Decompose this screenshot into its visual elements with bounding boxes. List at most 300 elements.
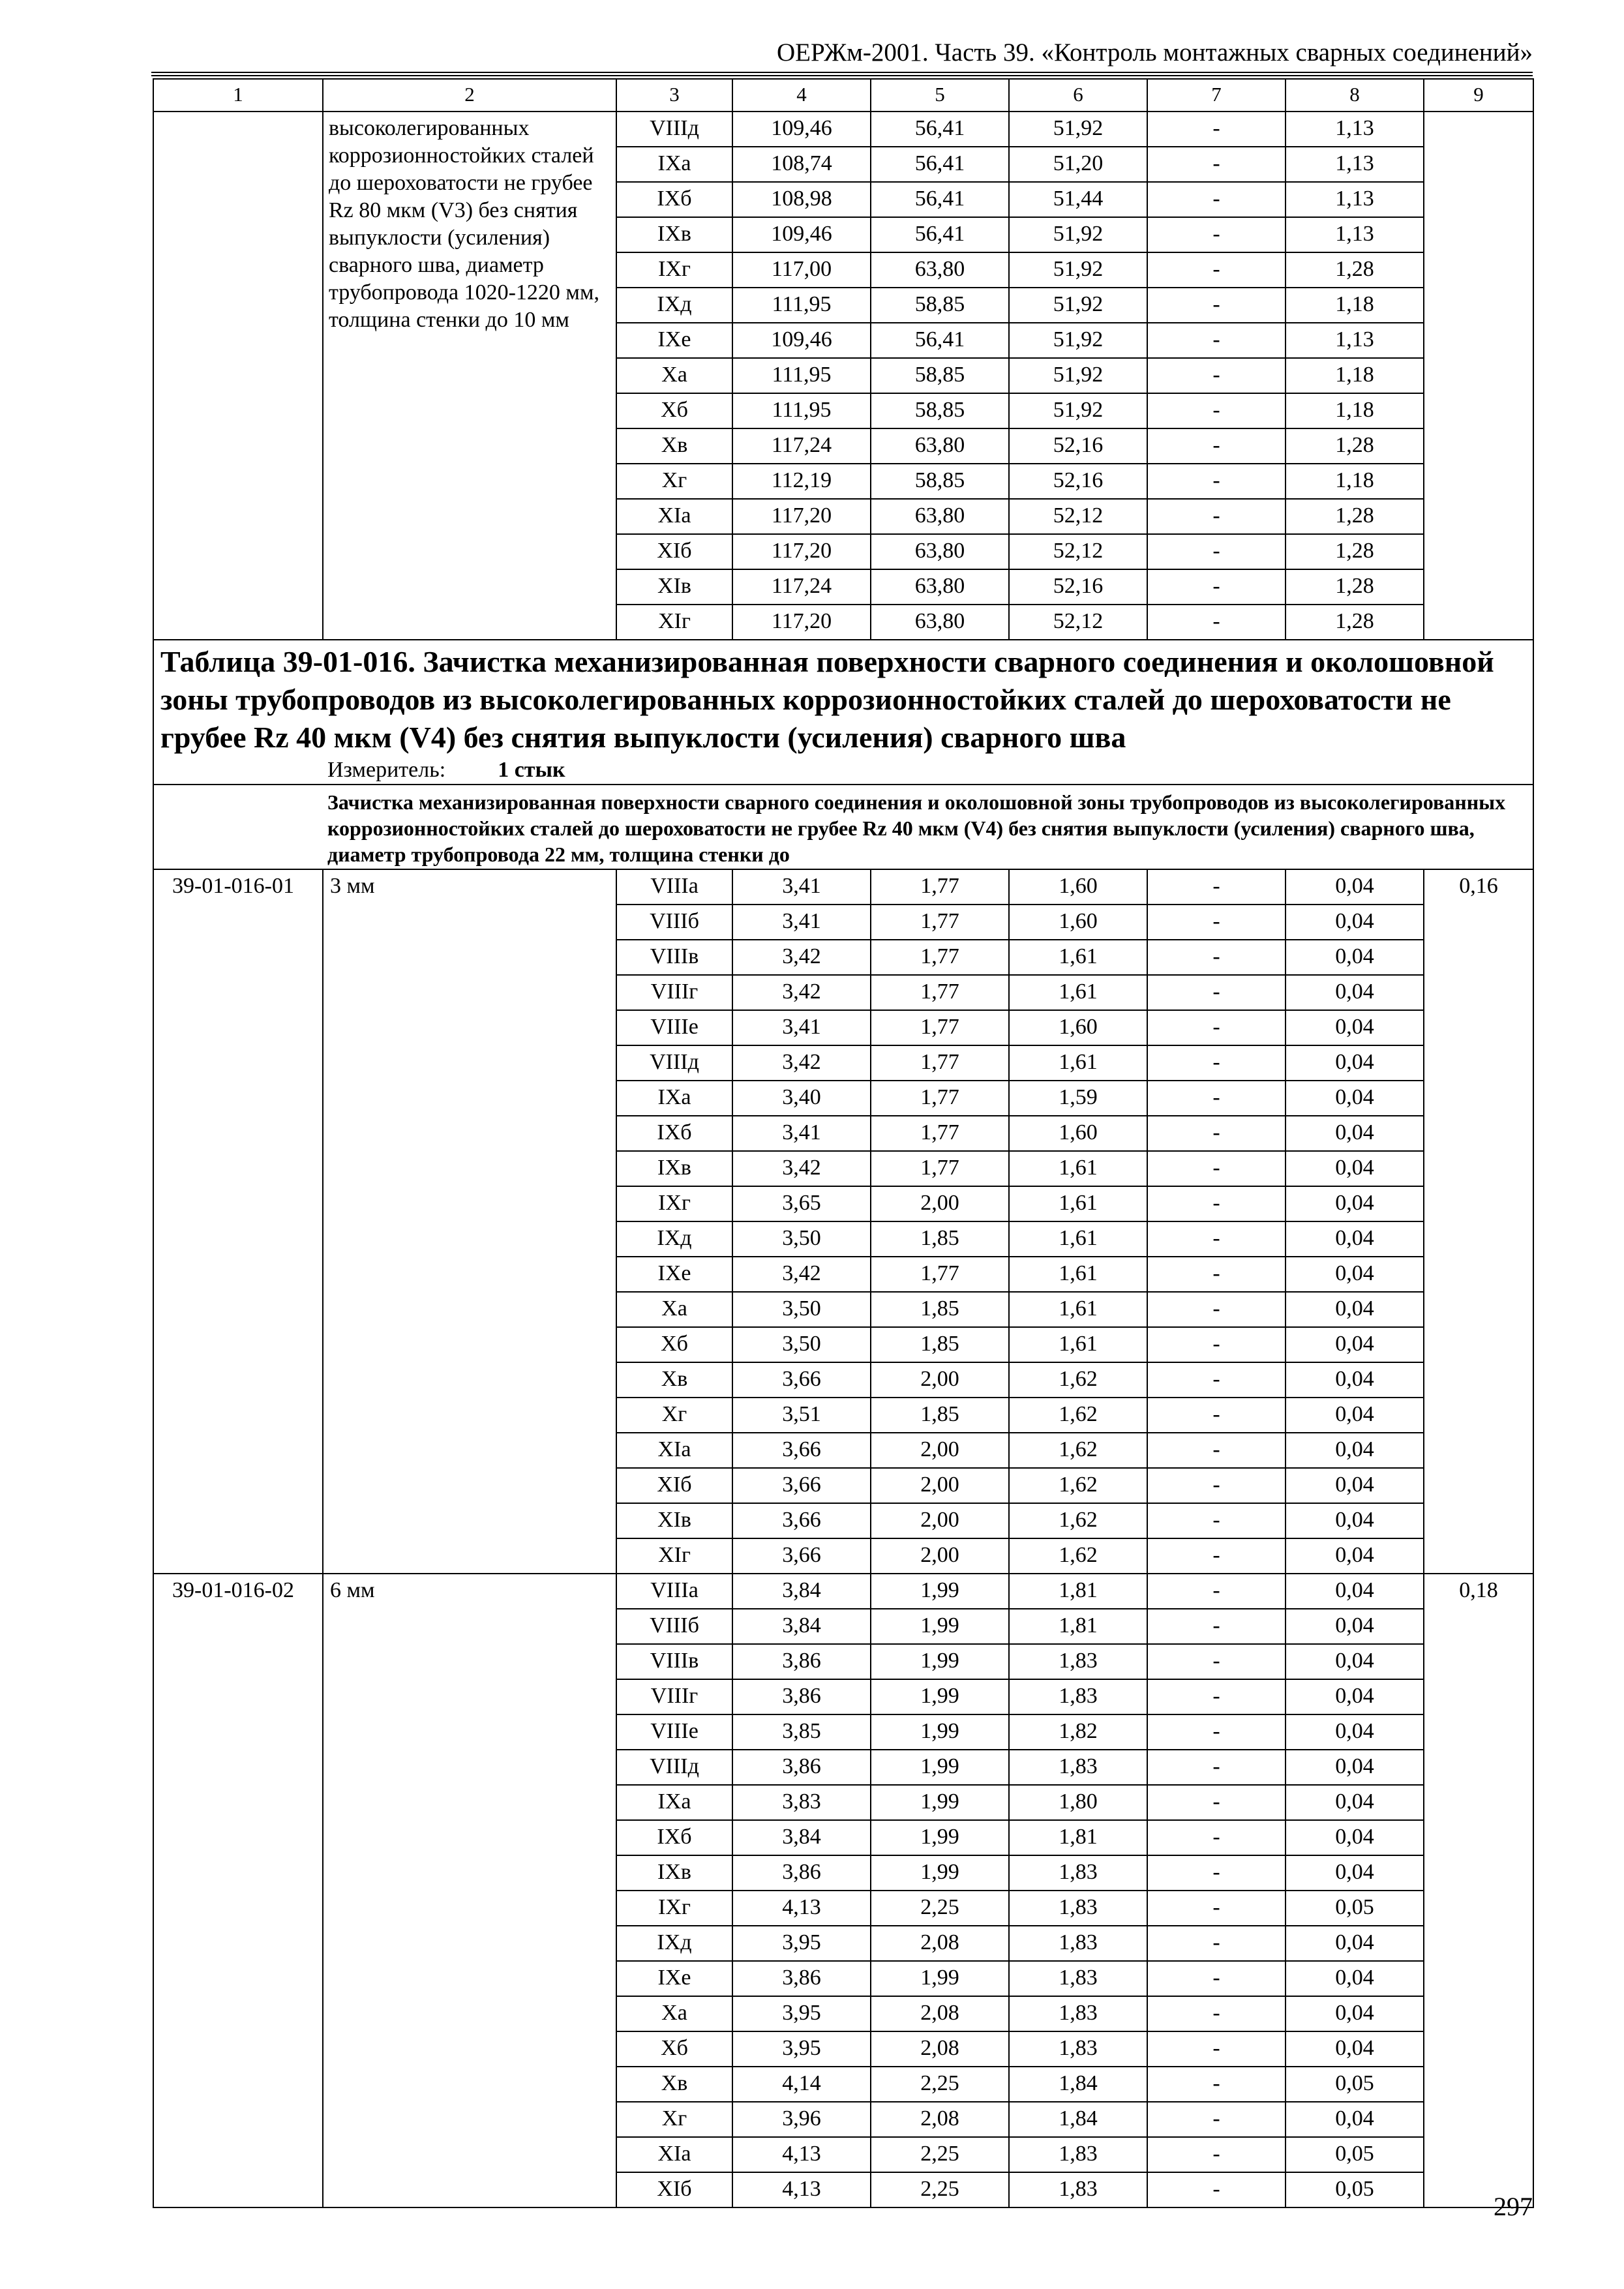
- machinists-wages-cell: -: [1147, 1820, 1286, 1855]
- total-cost-cell: 108,74: [732, 147, 871, 182]
- resource-class-cell: VIIIг: [616, 975, 732, 1010]
- total-cost-cell: 3,83: [732, 1785, 871, 1820]
- total-cost-cell: 109,46: [732, 217, 871, 252]
- materials-cell: 0,04: [1286, 1820, 1424, 1855]
- machines-cell: 1,84: [1009, 2067, 1147, 2102]
- total-cost-cell: 3,84: [732, 1609, 871, 1644]
- machines-cell: 1,61: [1009, 1045, 1147, 1081]
- resource-class-cell: Xа: [616, 358, 732, 393]
- total-cost-cell: 108,98: [732, 182, 871, 217]
- resource-class-cell: Xг: [616, 464, 732, 499]
- materials-cell: 0,04: [1286, 1855, 1424, 1891]
- total-cost-cell: 3,50: [732, 1327, 871, 1362]
- machinists-wages-cell: -: [1147, 534, 1286, 569]
- resource-class-cell: XIг: [616, 605, 732, 640]
- machinists-wages-cell: -: [1147, 1398, 1286, 1433]
- resource-class-cell: XIв: [616, 1503, 732, 1538]
- wages-cell: 1,99: [871, 1750, 1009, 1785]
- resource-class-cell: IXб: [616, 1116, 732, 1151]
- materials-cell: 0,05: [1286, 2172, 1424, 2207]
- resource-class-cell: XIб: [616, 534, 732, 569]
- total-cost-cell: 111,95: [732, 288, 871, 323]
- total-cost-cell: 3,95: [732, 1996, 871, 2031]
- total-cost-cell: 3,86: [732, 1855, 871, 1891]
- machines-cell: 51,20: [1009, 147, 1147, 182]
- machines-cell: 1,62: [1009, 1468, 1147, 1503]
- wages-cell: 2,00: [871, 1186, 1009, 1221]
- machines-cell: 52,16: [1009, 428, 1147, 464]
- machines-cell: 51,44: [1009, 182, 1147, 217]
- wages-cell: 2,25: [871, 2172, 1009, 2207]
- machines-cell: 52,12: [1009, 499, 1147, 534]
- table-row: [153, 112, 1533, 147]
- machinists-wages-cell: -: [1147, 1151, 1286, 1186]
- table-body: [153, 79, 1533, 2207]
- machines-cell: 1,83: [1009, 1926, 1147, 1961]
- wages-cell: 1,99: [871, 1714, 1009, 1750]
- wages-cell: 1,77: [871, 975, 1009, 1010]
- materials-cell: 0,04: [1286, 1433, 1424, 1468]
- machinists-wages-cell: -: [1147, 2031, 1286, 2067]
- resource-class-cell: IXа: [616, 1081, 732, 1116]
- machinists-wages-cell: -: [1147, 1362, 1286, 1398]
- machines-cell: 52,12: [1009, 534, 1147, 569]
- wages-cell: 2,08: [871, 1996, 1009, 2031]
- column-number: 6: [1009, 79, 1147, 112]
- total-cost-cell: 3,41: [732, 1010, 871, 1045]
- materials-cell: 1,18: [1286, 464, 1424, 499]
- materials-cell: 0,04: [1286, 1398, 1424, 1433]
- machinists-wages-cell: -: [1147, 2137, 1286, 2172]
- col9-cell: [1424, 112, 1533, 640]
- machinists-wages-cell: -: [1147, 147, 1286, 182]
- total-cost-cell: 4,13: [732, 1891, 871, 1926]
- resource-class-cell: XIа: [616, 499, 732, 534]
- col9-cell: 0,18: [1424, 1574, 1533, 2207]
- machines-cell: 1,61: [1009, 975, 1147, 1010]
- wages-cell: 2,00: [871, 1433, 1009, 1468]
- subheading-row: [153, 785, 1533, 869]
- materials-cell: 1,13: [1286, 112, 1424, 147]
- resource-class-cell: IXа: [616, 147, 732, 182]
- wages-cell: 63,80: [871, 252, 1009, 288]
- machinists-wages-cell: -: [1147, 1926, 1286, 1961]
- materials-cell: 1,18: [1286, 393, 1424, 428]
- machinists-wages-cell: -: [1147, 1855, 1286, 1891]
- total-cost-cell: 112,19: [732, 464, 871, 499]
- resource-class-cell: XIв: [616, 569, 732, 605]
- materials-cell: 0,04: [1286, 1362, 1424, 1398]
- header-rule: [151, 72, 1533, 76]
- wages-cell: 63,80: [871, 499, 1009, 534]
- machinists-wages-cell: -: [1147, 1679, 1286, 1714]
- total-cost-cell: 3,40: [732, 1081, 871, 1116]
- machinists-wages-cell: -: [1147, 323, 1286, 358]
- total-cost-cell: 3,42: [732, 1257, 871, 1292]
- machinists-wages-cell: -: [1147, 2102, 1286, 2137]
- resource-class-cell: Xа: [616, 1996, 732, 2031]
- resource-class-cell: VIIIд: [616, 1045, 732, 1081]
- materials-cell: 0,04: [1286, 940, 1424, 975]
- materials-cell: 0,04: [1286, 1714, 1424, 1750]
- wages-cell: 1,77: [871, 905, 1009, 940]
- wages-cell: 1,77: [871, 1151, 1009, 1186]
- wages-cell: 1,99: [871, 1574, 1009, 1609]
- machinists-wages-cell: -: [1147, 869, 1286, 905]
- total-cost-cell: 117,20: [732, 534, 871, 569]
- machinists-wages-cell: -: [1147, 905, 1286, 940]
- code-cell: 39-01-016-02: [153, 1574, 323, 2207]
- machines-cell: 1,61: [1009, 1151, 1147, 1186]
- wages-cell: 1,77: [871, 1116, 1009, 1151]
- subheading-cell: Зачистка механизированная поверхности сварного соединения и околошовной зоны трубопроводов из высоколегированных коррозионностойких сталей до шероховатости не грубее Rz 40 мкм (V4) без снятия выпуклости (усиления) сварного шва, диаметр трубопровода 22 мм, толщина стенки до: [153, 785, 1533, 869]
- wages-cell: 1,85: [871, 1398, 1009, 1433]
- materials-cell: 0,04: [1286, 1679, 1424, 1714]
- wages-cell: 1,77: [871, 1010, 1009, 1045]
- machines-cell: 51,92: [1009, 358, 1147, 393]
- total-cost-cell: 3,42: [732, 975, 871, 1010]
- resource-class-cell: VIIIв: [616, 1644, 732, 1679]
- materials-cell: 0,04: [1286, 1010, 1424, 1045]
- machinists-wages-cell: -: [1147, 1574, 1286, 1609]
- table-row: [153, 869, 1533, 905]
- column-number: 5: [871, 79, 1009, 112]
- machinists-wages-cell: -: [1147, 1785, 1286, 1820]
- machines-cell: 52,12: [1009, 605, 1147, 640]
- total-cost-cell: 3,41: [732, 1116, 871, 1151]
- total-cost-cell: 3,42: [732, 1151, 871, 1186]
- materials-cell: 1,13: [1286, 217, 1424, 252]
- resource-class-cell: Xв: [616, 2067, 732, 2102]
- materials-cell: 0,04: [1286, 1151, 1424, 1186]
- wages-cell: 1,85: [871, 1292, 1009, 1327]
- resource-class-cell: VIIIа: [616, 869, 732, 905]
- meter-line: [160, 756, 1526, 784]
- total-cost-cell: 3,51: [732, 1398, 871, 1433]
- machines-cell: 1,80: [1009, 1785, 1147, 1820]
- wages-cell: 58,85: [871, 358, 1009, 393]
- wages-cell: 58,85: [871, 464, 1009, 499]
- materials-cell: 0,04: [1286, 1574, 1424, 1609]
- machines-cell: 1,61: [1009, 1257, 1147, 1292]
- wages-cell: 1,99: [871, 1609, 1009, 1644]
- materials-cell: 1,18: [1286, 358, 1424, 393]
- machinists-wages-cell: -: [1147, 1257, 1286, 1292]
- column-number-row: [153, 79, 1533, 112]
- resource-class-cell: IXа: [616, 1785, 732, 1820]
- table-title: Таблица 39-01-016. Зачистка механизированная поверхности сварного соединения и околошовной зоны трубопроводов из высоколегированных коррозионностойких сталей до шероховатости не грубее Rz 40 мкм (V4) без снятия выпуклости (усиления) сварного шва: [160, 645, 1494, 754]
- resource-class-cell: Xв: [616, 1362, 732, 1398]
- machinists-wages-cell: -: [1147, 1045, 1286, 1081]
- table-title-row: [153, 640, 1533, 785]
- machinists-wages-cell: -: [1147, 252, 1286, 288]
- wages-cell: 1,77: [871, 1257, 1009, 1292]
- materials-cell: 0,04: [1286, 2031, 1424, 2067]
- materials-cell: 0,04: [1286, 1750, 1424, 1785]
- machinists-wages-cell: -: [1147, 975, 1286, 1010]
- page-number: 297: [1494, 2192, 1533, 2221]
- machines-cell: 1,82: [1009, 1714, 1147, 1750]
- machines-cell: 1,83: [1009, 1855, 1147, 1891]
- resource-class-cell: IXе: [616, 1961, 732, 1996]
- rates-table: [153, 78, 1534, 2208]
- materials-cell: 1,18: [1286, 288, 1424, 323]
- machines-cell: 52,16: [1009, 569, 1147, 605]
- machines-cell: 1,83: [1009, 1891, 1147, 1926]
- materials-cell: 0,04: [1286, 1644, 1424, 1679]
- wages-cell: 1,99: [871, 1961, 1009, 1996]
- code-cell: 39-01-016-01: [153, 869, 323, 1574]
- materials-cell: 0,05: [1286, 2137, 1424, 2172]
- resource-class-cell: Xг: [616, 1398, 732, 1433]
- resource-class-cell: XIа: [616, 1433, 732, 1468]
- materials-cell: 0,04: [1286, 1292, 1424, 1327]
- machines-cell: 1,62: [1009, 1362, 1147, 1398]
- resource-class-cell: IXд: [616, 1926, 732, 1961]
- wages-cell: 1,99: [871, 1679, 1009, 1714]
- column-number: 2: [323, 79, 616, 112]
- machinists-wages-cell: -: [1147, 428, 1286, 464]
- materials-cell: 0,04: [1286, 1186, 1424, 1221]
- resource-class-cell: VIIIа: [616, 1574, 732, 1609]
- machinists-wages-cell: -: [1147, 393, 1286, 428]
- machinists-wages-cell: -: [1147, 605, 1286, 640]
- wages-cell: 1,99: [871, 1820, 1009, 1855]
- machinists-wages-cell: -: [1147, 1327, 1286, 1362]
- materials-cell: 0,04: [1286, 1257, 1424, 1292]
- machines-cell: 51,92: [1009, 323, 1147, 358]
- machinists-wages-cell: -: [1147, 1186, 1286, 1221]
- machines-cell: 1,83: [1009, 1644, 1147, 1679]
- materials-cell: 0,04: [1286, 1996, 1424, 2031]
- wages-cell: 2,08: [871, 1926, 1009, 1961]
- machines-cell: 1,81: [1009, 1609, 1147, 1644]
- machinists-wages-cell: -: [1147, 1961, 1286, 1996]
- table-row: [153, 1574, 1533, 1609]
- resource-class-cell: VIIIд: [616, 112, 732, 147]
- total-cost-cell: 3,65: [732, 1186, 871, 1221]
- materials-cell: 0,04: [1286, 1221, 1424, 1257]
- machines-cell: 1,62: [1009, 1433, 1147, 1468]
- col9-cell: 0,16: [1424, 869, 1533, 1574]
- materials-cell: 0,04: [1286, 1116, 1424, 1151]
- resource-class-cell: IXг: [616, 1186, 732, 1221]
- wages-cell: 1,99: [871, 1855, 1009, 1891]
- column-number: 9: [1424, 79, 1533, 112]
- machinists-wages-cell: -: [1147, 1891, 1286, 1926]
- resource-class-cell: XIа: [616, 2137, 732, 2172]
- running-header: ОЕРЖм-2001. Часть 39. «Контроль монтажных сварных соединений»: [777, 38, 1533, 67]
- machines-cell: 1,83: [1009, 1679, 1147, 1714]
- resource-class-cell: VIIIд: [616, 1750, 732, 1785]
- machinists-wages-cell: -: [1147, 1116, 1286, 1151]
- materials-cell: 0,04: [1286, 869, 1424, 905]
- materials-cell: 0,04: [1286, 1785, 1424, 1820]
- resource-class-cell: XIб: [616, 2172, 732, 2207]
- wages-cell: 2,25: [871, 1891, 1009, 1926]
- description-cell: высоколегированных коррозионностойких сталей до шероховатости не грубее Rz 80 мкм (V3) без снятия выпуклости (усиления) сварного шва, диаметр трубопровода 1020-1220 мм, толщина стенки до 10 мм: [323, 112, 616, 640]
- machines-cell: 1,61: [1009, 1292, 1147, 1327]
- machines-cell: 1,60: [1009, 905, 1147, 940]
- total-cost-cell: 3,86: [732, 1750, 871, 1785]
- machines-cell: 1,81: [1009, 1820, 1147, 1855]
- wages-cell: 1,85: [871, 1327, 1009, 1362]
- total-cost-cell: 4,13: [732, 2172, 871, 2207]
- resource-class-cell: XIг: [616, 1538, 732, 1574]
- total-cost-cell: 3,84: [732, 1820, 871, 1855]
- materials-cell: 0,04: [1286, 1327, 1424, 1362]
- machinists-wages-cell: -: [1147, 499, 1286, 534]
- materials-cell: 0,04: [1286, 2102, 1424, 2137]
- column-number: 8: [1286, 79, 1424, 112]
- total-cost-cell: 109,46: [732, 112, 871, 147]
- materials-cell: 0,05: [1286, 1891, 1424, 1926]
- machines-cell: 1,83: [1009, 2031, 1147, 2067]
- machinists-wages-cell: -: [1147, 464, 1286, 499]
- machines-cell: 1,83: [1009, 1961, 1147, 1996]
- machinists-wages-cell: -: [1147, 217, 1286, 252]
- resource-class-cell: IXг: [616, 252, 732, 288]
- machinists-wages-cell: -: [1147, 288, 1286, 323]
- wages-cell: 2,25: [871, 2067, 1009, 2102]
- wages-cell: 1,99: [871, 1785, 1009, 1820]
- wages-cell: 2,25: [871, 2137, 1009, 2172]
- resource-class-cell: Xа: [616, 1292, 732, 1327]
- column-number: 1: [153, 79, 323, 112]
- machinists-wages-cell: -: [1147, 1468, 1286, 1503]
- materials-cell: 0,04: [1286, 905, 1424, 940]
- wages-cell: 63,80: [871, 569, 1009, 605]
- total-cost-cell: 117,00: [732, 252, 871, 288]
- total-cost-cell: 4,14: [732, 2067, 871, 2102]
- total-cost-cell: 3,41: [732, 905, 871, 940]
- total-cost-cell: 3,66: [732, 1503, 871, 1538]
- machines-cell: 1,62: [1009, 1398, 1147, 1433]
- total-cost-cell: 3,86: [732, 1644, 871, 1679]
- materials-cell: 1,28: [1286, 252, 1424, 288]
- machines-cell: 51,92: [1009, 288, 1147, 323]
- total-cost-cell: 3,84: [732, 1574, 871, 1609]
- total-cost-cell: 3,41: [732, 869, 871, 905]
- total-cost-cell: 3,95: [732, 2031, 871, 2067]
- resource-class-cell: Xв: [616, 428, 732, 464]
- wages-cell: 1,85: [871, 1221, 1009, 1257]
- total-cost-cell: 117,24: [732, 569, 871, 605]
- total-cost-cell: 3,50: [732, 1221, 871, 1257]
- meter-value: 1 стык: [498, 758, 565, 782]
- resource-class-cell: VIIIе: [616, 1714, 732, 1750]
- total-cost-cell: 3,50: [732, 1292, 871, 1327]
- resource-class-cell: IXг: [616, 1891, 732, 1926]
- materials-cell: 0,04: [1286, 1081, 1424, 1116]
- wages-cell: 1,77: [871, 940, 1009, 975]
- machines-cell: 1,60: [1009, 1116, 1147, 1151]
- resource-class-cell: VIIIб: [616, 1609, 732, 1644]
- machines-cell: 51,92: [1009, 393, 1147, 428]
- total-cost-cell: 111,95: [732, 393, 871, 428]
- total-cost-cell: 111,95: [732, 358, 871, 393]
- machinists-wages-cell: -: [1147, 1221, 1286, 1257]
- machinists-wages-cell: -: [1147, 1750, 1286, 1785]
- wages-cell: 63,80: [871, 534, 1009, 569]
- machinists-wages-cell: -: [1147, 1292, 1286, 1327]
- materials-cell: 1,28: [1286, 534, 1424, 569]
- machines-cell: 1,83: [1009, 2172, 1147, 2207]
- total-cost-cell: 3,66: [732, 1362, 871, 1398]
- resource-class-cell: IXв: [616, 1151, 732, 1186]
- resource-class-cell: Xб: [616, 1327, 732, 1362]
- machines-cell: 1,61: [1009, 1186, 1147, 1221]
- table-title-cell: [153, 640, 1533, 785]
- wages-cell: 56,41: [871, 147, 1009, 182]
- materials-cell: 1,28: [1286, 428, 1424, 464]
- machines-cell: 1,81: [1009, 1574, 1147, 1609]
- wages-cell: 2,00: [871, 1362, 1009, 1398]
- machines-cell: 1,60: [1009, 1010, 1147, 1045]
- wages-cell: 63,80: [871, 428, 1009, 464]
- wages-cell: 56,41: [871, 323, 1009, 358]
- wages-cell: 56,41: [871, 112, 1009, 147]
- machines-cell: 1,62: [1009, 1503, 1147, 1538]
- column-number: 3: [616, 79, 732, 112]
- total-cost-cell: 109,46: [732, 323, 871, 358]
- wages-cell: 1,77: [871, 1045, 1009, 1081]
- resource-class-cell: VIIIг: [616, 1679, 732, 1714]
- total-cost-cell: 3,66: [732, 1538, 871, 1574]
- wages-cell: 2,00: [871, 1468, 1009, 1503]
- resource-class-cell: Xб: [616, 2031, 732, 2067]
- machinists-wages-cell: -: [1147, 1081, 1286, 1116]
- machines-cell: 51,92: [1009, 217, 1147, 252]
- machines-cell: 1,62: [1009, 1538, 1147, 1574]
- code-cell: [153, 112, 323, 640]
- materials-cell: 0,05: [1286, 2067, 1424, 2102]
- machinists-wages-cell: -: [1147, 940, 1286, 975]
- materials-cell: 0,04: [1286, 975, 1424, 1010]
- machinists-wages-cell: -: [1147, 2172, 1286, 2207]
- resource-class-cell: VIIIб: [616, 905, 732, 940]
- wages-cell: 58,85: [871, 393, 1009, 428]
- total-cost-cell: 117,20: [732, 605, 871, 640]
- column-number: 7: [1147, 79, 1286, 112]
- total-cost-cell: 3,85: [732, 1714, 871, 1750]
- materials-cell: 0,04: [1286, 1503, 1424, 1538]
- machinists-wages-cell: -: [1147, 1644, 1286, 1679]
- machinists-wages-cell: -: [1147, 1714, 1286, 1750]
- resource-class-cell: VIIIв: [616, 940, 732, 975]
- resource-class-cell: IXв: [616, 217, 732, 252]
- total-cost-cell: 3,42: [732, 940, 871, 975]
- wages-cell: 2,00: [871, 1538, 1009, 1574]
- machines-cell: 1,83: [1009, 1996, 1147, 2031]
- total-cost-cell: 3,42: [732, 1045, 871, 1081]
- wages-cell: 1,77: [871, 869, 1009, 905]
- machines-cell: 51,92: [1009, 112, 1147, 147]
- wages-cell: 63,80: [871, 605, 1009, 640]
- machines-cell: 1,61: [1009, 1221, 1147, 1257]
- total-cost-cell: 3,86: [732, 1961, 871, 1996]
- materials-cell: 0,04: [1286, 1468, 1424, 1503]
- wages-cell: 56,41: [871, 217, 1009, 252]
- wages-cell: 1,99: [871, 1644, 1009, 1679]
- resource-class-cell: IXб: [616, 182, 732, 217]
- resource-class-cell: Xг: [616, 2102, 732, 2137]
- materials-cell: 1,13: [1286, 147, 1424, 182]
- column-number: 4: [732, 79, 871, 112]
- total-cost-cell: 3,96: [732, 2102, 871, 2137]
- machinists-wages-cell: -: [1147, 182, 1286, 217]
- wages-cell: 1,77: [871, 1081, 1009, 1116]
